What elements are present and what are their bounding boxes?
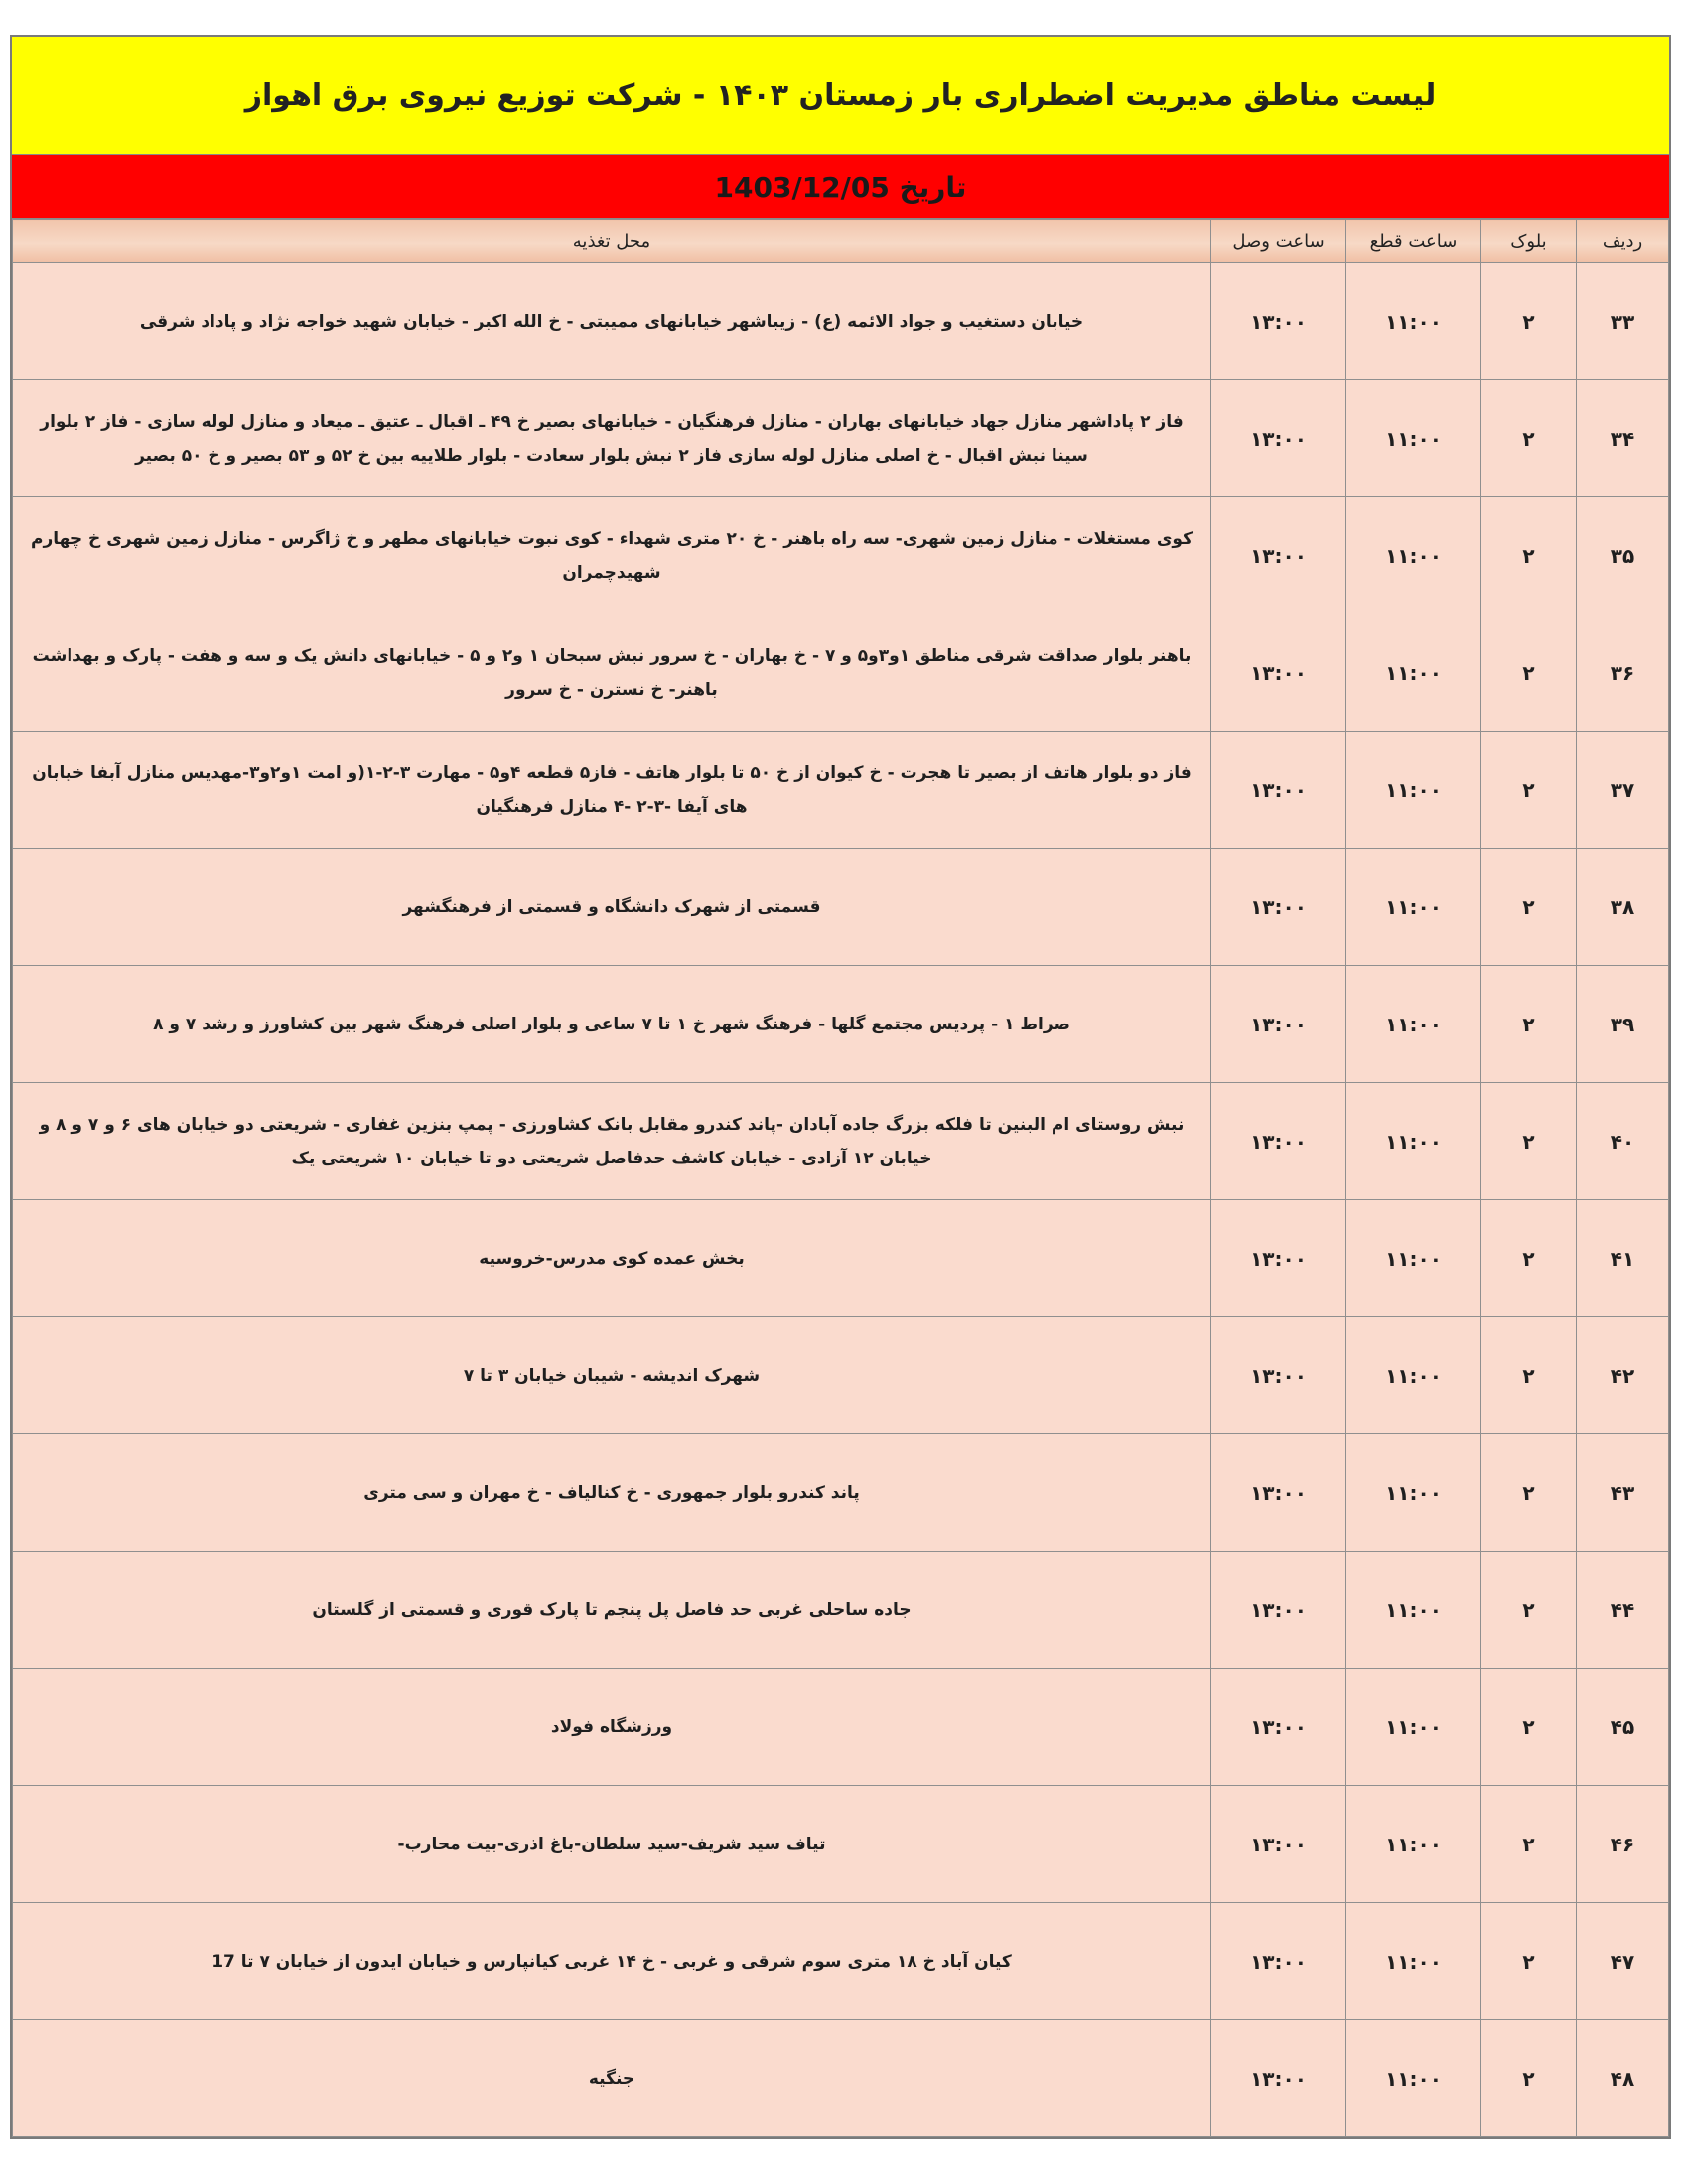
connect-time-cell: ۱۳:۰۰ xyxy=(1211,1786,1346,1903)
table-row xyxy=(13,1786,1669,1903)
connect-time-cell: ۱۳:۰۰ xyxy=(1211,1903,1346,2020)
table-row xyxy=(13,263,1669,380)
connect-time-cell: ۱۳:۰۰ xyxy=(1211,614,1346,732)
location-cell: پاند کندرو بلوار جمهوری - خ کنالیاف - خ مهران و سی متری xyxy=(13,1434,1211,1552)
block-cell: ۲ xyxy=(1481,966,1577,1083)
location-cell: بخش عمده کوی مدرس-خروسیه xyxy=(13,1200,1211,1317)
block-cell: ۲ xyxy=(1481,732,1577,849)
cut-time-cell: ۱۱:۰۰ xyxy=(1346,2020,1481,2137)
block-cell: ۲ xyxy=(1481,2020,1577,2137)
location-cell: فاز دو بلوار هاتف از بصیر تا هجرت - خ کیوان از خ ۵۰ تا بلوار هاتف - فاز۵ قطعه ۴و۵ - مهارت ۳-۲-۱(و امت ۱و۲و۳-مهدیس منازل آبفا خیابان های آیفا -۳-۲ -۴ منازل فرهنگیان xyxy=(13,732,1211,849)
row-number-cell: ۳۹ xyxy=(1577,966,1669,1083)
block-cell: ۲ xyxy=(1481,1434,1577,1552)
location-cell: کیان آباد خ ۱۸ متری سوم شرقی و غربی - خ ۱۴ غربی کیانپارس و خیابان ایدون از خیابان ۷ تا 17 xyxy=(13,1903,1211,2020)
block-cell: ۲ xyxy=(1481,1786,1577,1903)
block-cell: ۲ xyxy=(1481,380,1577,497)
row-number-cell: ۳۸ xyxy=(1577,849,1669,966)
location-cell: تیاف سید شریف-سید سلطان-باغ اذری-بیت محارب- xyxy=(13,1786,1211,1903)
column-header-location: محل تغذیه xyxy=(13,220,1211,263)
cut-time-cell: ۱۱:۰۰ xyxy=(1346,497,1481,614)
block-cell: ۲ xyxy=(1481,1200,1577,1317)
location-cell: جنگیه xyxy=(13,2020,1211,2137)
block-cell: ۲ xyxy=(1481,1317,1577,1434)
block-cell: ۲ xyxy=(1481,614,1577,732)
block-cell: ۲ xyxy=(1481,497,1577,614)
connect-time-cell: ۱۳:۰۰ xyxy=(1211,849,1346,966)
table-row xyxy=(13,1200,1669,1317)
cut-time-cell: ۱۱:۰۰ xyxy=(1346,1317,1481,1434)
connect-time-cell: ۱۳:۰۰ xyxy=(1211,1434,1346,1552)
location-cell: شهرک اندیشه - شیبان خیابان ۳ تا ۷ xyxy=(13,1317,1211,1434)
table-row xyxy=(13,1669,1669,1786)
cut-time-cell: ۱۱:۰۰ xyxy=(1346,1903,1481,2020)
block-cell: ۲ xyxy=(1481,1552,1577,1669)
connect-time-cell: ۱۳:۰۰ xyxy=(1211,732,1346,849)
block-cell: ۲ xyxy=(1481,1083,1577,1200)
cut-time-cell: ۱۱:۰۰ xyxy=(1346,380,1481,497)
row-number-cell: ۳۷ xyxy=(1577,732,1669,849)
location-cell: جاده ساحلی غربی حد فاصل پل پنجم تا پارک قوری و قسمتی از گلستان xyxy=(13,1552,1211,1669)
column-header-connect-time: ساعت وصل xyxy=(1211,220,1346,263)
connect-time-cell: ۱۳:۰۰ xyxy=(1211,1669,1346,1786)
connect-time-cell: ۱۳:۰۰ xyxy=(1211,2020,1346,2137)
connect-time-cell: ۱۳:۰۰ xyxy=(1211,497,1346,614)
table-row xyxy=(13,380,1669,497)
connect-time-cell: ۱۳:۰۰ xyxy=(1211,1200,1346,1317)
row-number-cell: ۴۶ xyxy=(1577,1786,1669,1903)
location-cell: نبش روستای ام البنین تا فلکه بزرگ جاده آبادان -پاند کندرو مقابل بانک کشاورزی - پمپ بنزین غفاری - شریعتی دو خیابان های ۶ و ۷ و ۸ و خیابان ۱۲ آزادی - خیابان کاشف حدفاصل شریعتی دو تا خیابان ۱۰ شریعتی یک xyxy=(13,1083,1211,1200)
cut-time-cell: ۱۱:۰۰ xyxy=(1346,1200,1481,1317)
column-header-block: بلوک xyxy=(1481,220,1577,263)
date-banner: تاریخ 1403/12/05 xyxy=(12,155,1669,219)
row-number-cell: ۳۶ xyxy=(1577,614,1669,732)
table-row xyxy=(13,732,1669,849)
table-row xyxy=(13,497,1669,614)
row-number-cell: ۴۸ xyxy=(1577,2020,1669,2137)
row-number-cell: ۳۴ xyxy=(1577,380,1669,497)
connect-time-cell: ۱۳:۰۰ xyxy=(1211,1317,1346,1434)
table-row xyxy=(13,849,1669,966)
connect-time-cell: ۱۳:۰۰ xyxy=(1211,1083,1346,1200)
schedule-sheet xyxy=(10,35,1671,2139)
row-number-cell: ۴۱ xyxy=(1577,1200,1669,1317)
location-cell: صراط ۱ - پردیس مجتمع گلها - فرهنگ شهر خ ۱ تا ۷ ساعی و بلوار اصلی فرهنگ شهر بین کشاورز و رشد ۷ و ۸ xyxy=(13,966,1211,1083)
block-cell: ۲ xyxy=(1481,1669,1577,1786)
location-cell: ورزشگاه فولاد xyxy=(13,1669,1211,1786)
row-number-cell: ۴۰ xyxy=(1577,1083,1669,1200)
cut-time-cell: ۱۱:۰۰ xyxy=(1346,1434,1481,1552)
location-cell: کوی مستغلات - منازل زمین شهری- سه راه باهنر - خ ۲۰ متری شهداء - کوی نبوت خیابانهای مطهر و خ ژاگرس - منازل زمین شهری خ چهارم شهیدچمران xyxy=(13,497,1211,614)
connect-time-cell: ۱۳:۰۰ xyxy=(1211,966,1346,1083)
row-number-cell: ۴۷ xyxy=(1577,1903,1669,2020)
location-cell: فاز ۲ پاداشهر منازل جهاد خیابانهای بهاران - منازل فرهنگیان - خیابانهای بصیر خ ۴۹ ـ اقبال ـ عتیق ـ میعاد و منازل لوله سازی - فاز ۲ بلوار سینا نبش اقبال - خ اصلی منازل لوله سازی فاز ۲ نبش بلوار سعادت - بلوار طلاییه بین خ ۵۲ و ۵۳ بصیر و خ ۵۰ بصیر xyxy=(13,380,1211,497)
row-number-cell: ۳۵ xyxy=(1577,497,1669,614)
block-cell: ۲ xyxy=(1481,849,1577,966)
block-cell: ۲ xyxy=(1481,263,1577,380)
cut-time-cell: ۱۱:۰۰ xyxy=(1346,263,1481,380)
cut-time-cell: ۱۱:۰۰ xyxy=(1346,849,1481,966)
cut-time-cell: ۱۱:۰۰ xyxy=(1346,1669,1481,1786)
table-row xyxy=(13,1434,1669,1552)
cut-time-cell: ۱۱:۰۰ xyxy=(1346,614,1481,732)
table-row xyxy=(13,2020,1669,2137)
row-number-cell: ۴۳ xyxy=(1577,1434,1669,1552)
table-row xyxy=(13,1317,1669,1434)
row-number-cell: ۴۲ xyxy=(1577,1317,1669,1434)
connect-time-cell: ۱۳:۰۰ xyxy=(1211,1552,1346,1669)
connect-time-cell: ۱۳:۰۰ xyxy=(1211,263,1346,380)
column-header-cut-time: ساعت قطع xyxy=(1346,220,1481,263)
location-cell: باهنر بلوار صداقت شرقی مناطق ۱و۳و۵ و ۷ - خ بهاران - خ سرور نبش سبحان ۱ و۲ و ۵ - خیابانهای دانش یک و سه و هفت - پارک و بهداشت باهنر- خ نسترن - خ سرور xyxy=(13,614,1211,732)
schedule-table xyxy=(12,219,1669,2137)
table-row xyxy=(13,614,1669,732)
table-row xyxy=(13,1083,1669,1200)
cut-time-cell: ۱۱:۰۰ xyxy=(1346,732,1481,849)
table-row xyxy=(13,1552,1669,1669)
connect-time-cell: ۱۳:۰۰ xyxy=(1211,380,1346,497)
row-number-cell: ۴۵ xyxy=(1577,1669,1669,1786)
cut-time-cell: ۱۱:۰۰ xyxy=(1346,1083,1481,1200)
table-header-row xyxy=(13,220,1669,263)
cut-time-cell: ۱۱:۰۰ xyxy=(1346,1786,1481,1903)
location-cell: قسمتی از شهرک دانشگاه و قسمتی از فرهنگشهر xyxy=(13,849,1211,966)
column-header-row-number: ردیف xyxy=(1577,220,1669,263)
cut-time-cell: ۱۱:۰۰ xyxy=(1346,1552,1481,1669)
cut-time-cell: ۱۱:۰۰ xyxy=(1346,966,1481,1083)
table-row xyxy=(13,1903,1669,2020)
row-number-cell: ۴۴ xyxy=(1577,1552,1669,1669)
block-cell: ۲ xyxy=(1481,1903,1577,2020)
row-number-cell: ۳۳ xyxy=(1577,263,1669,380)
table-row xyxy=(13,966,1669,1083)
page-title: لیست مناطق مدیریت اضطراری بار زمستان ۱۴۰۳ - شرکت توزیع نیروی برق اهواز xyxy=(12,37,1669,155)
location-cell: خیابان دستغیب و جواد الائمه (ع) - زیباشهر خیابانهای ممیبتی - خ الله اکبر - خیابان شهید خواجه نژاد و پاداد شرقی xyxy=(13,263,1211,380)
